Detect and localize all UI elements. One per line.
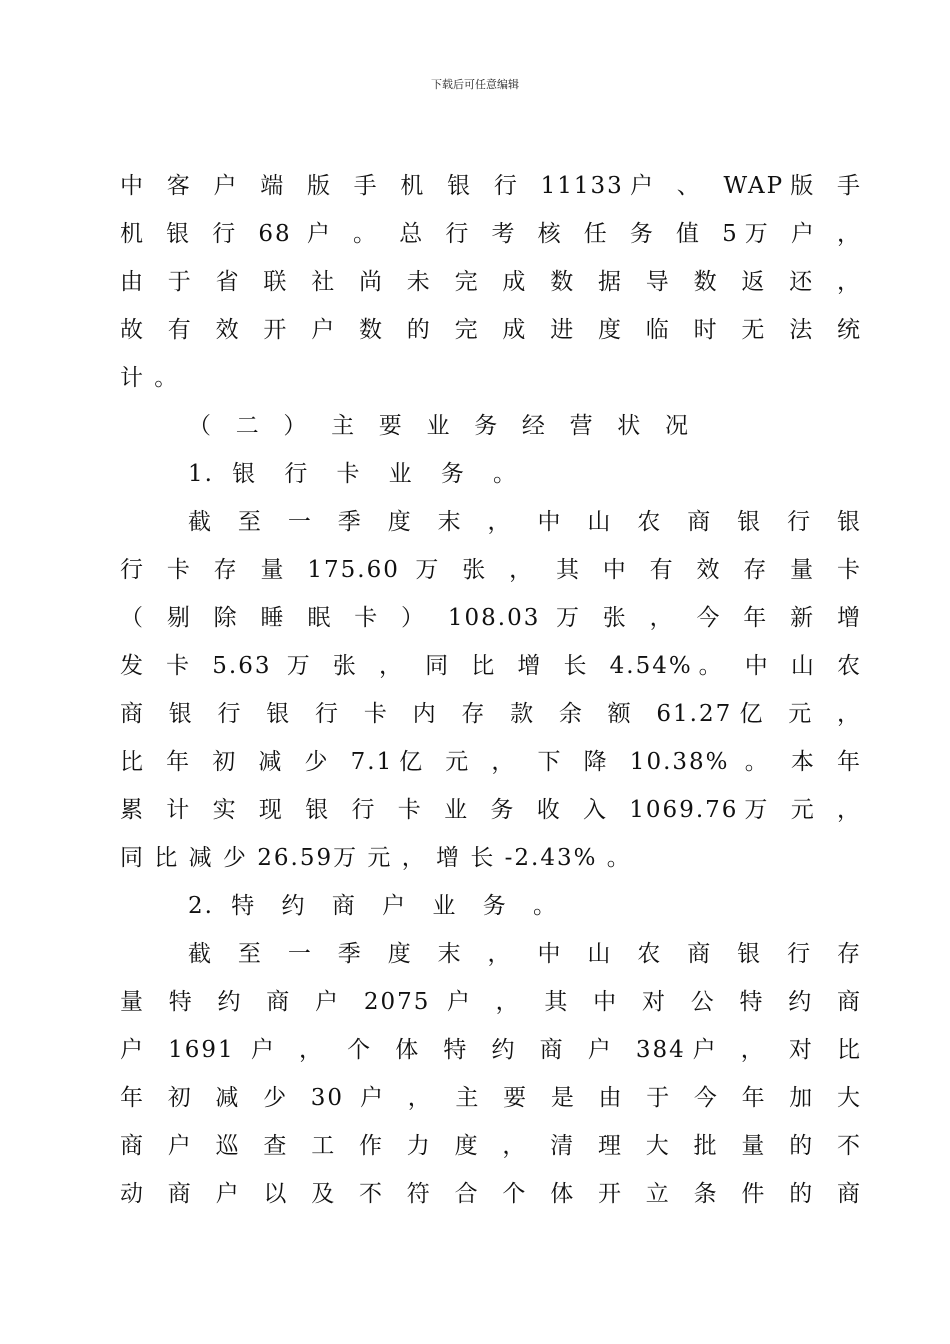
body-line: 截 至 一 季 度 末 ， 中 山 农 商 银 行 存 bbox=[188, 941, 862, 967]
subsection-heading: 2. 特 约 商 户 业 务 。 bbox=[188, 893, 558, 919]
header-note: 下载后可任意编辑 bbox=[431, 78, 519, 91]
body-line: 累 计 实 现 银 行 卡 业 务 收 入 1069.76万 元 ， bbox=[120, 797, 862, 823]
body-line: 年 初 减 少 30 户 ， 主 要 是 由 于 今 年 加 大 bbox=[120, 1085, 862, 1111]
body-line: 计 。 bbox=[120, 365, 180, 391]
body-line: 商 户 巡 查 工 作 力 度 ， 清 理 大 批 量 的 不 bbox=[120, 1133, 862, 1159]
body-line: （ 剔 除 睡 眠 卡 ） 108.03 万 张 ， 今 年 新 增 bbox=[120, 605, 862, 631]
body-line: 由 于 省 联 社 尚 未 完 成 数 据 导 数 返 还 ， bbox=[120, 269, 862, 295]
body-line: 比 年 初 减 少 7.1亿 元 ， 下 降 10.38% 。 本 年 bbox=[120, 749, 862, 775]
body-line: 截 至 一 季 度 末 ， 中 山 农 商 银 行 银 bbox=[188, 509, 862, 535]
body-line: 商 银 行 银 行 卡 内 存 款 余 额 61.27亿 元 ， bbox=[120, 701, 862, 727]
section-heading: （ 二 ） 主 要 业 务 经 营 状 况 bbox=[188, 413, 690, 439]
subsection-heading: 1. 银 行 卡 业 务 。 bbox=[188, 461, 518, 487]
body-line: 同 比 减 少 26.59万 元 ， 增 长 -2.43% 。 bbox=[120, 845, 632, 871]
body-line: 动 商 户 以 及 不 符 合 个 体 开 立 条 件 的 商 bbox=[120, 1181, 862, 1207]
body-line: 中 客 户 端 版 手 机 银 行 11133户 、 WAP版 手 bbox=[120, 173, 862, 199]
body-line: 发 卡 5.63 万 张 ， 同 比 增 长 4.54%。 中 山 农 bbox=[120, 653, 862, 679]
body-line: 行 卡 存 量 175.60 万 张 ， 其 中 有 效 存 量 卡 bbox=[120, 557, 862, 583]
body-line: 户 1691 户 ， 个 体 特 约 商 户 384户 ， 对 比 bbox=[120, 1037, 862, 1063]
body-line: 机 银 行 68 户 。 总 行 考 核 任 务 值 5万 户 ， bbox=[120, 221, 862, 247]
body-line: 量 特 约 商 户 2075 户 ， 其 中 对 公 特 约 商 bbox=[120, 989, 862, 1015]
body-line: 故 有 效 开 户 数 的 完 成 进 度 临 时 无 法 统 bbox=[120, 317, 862, 343]
